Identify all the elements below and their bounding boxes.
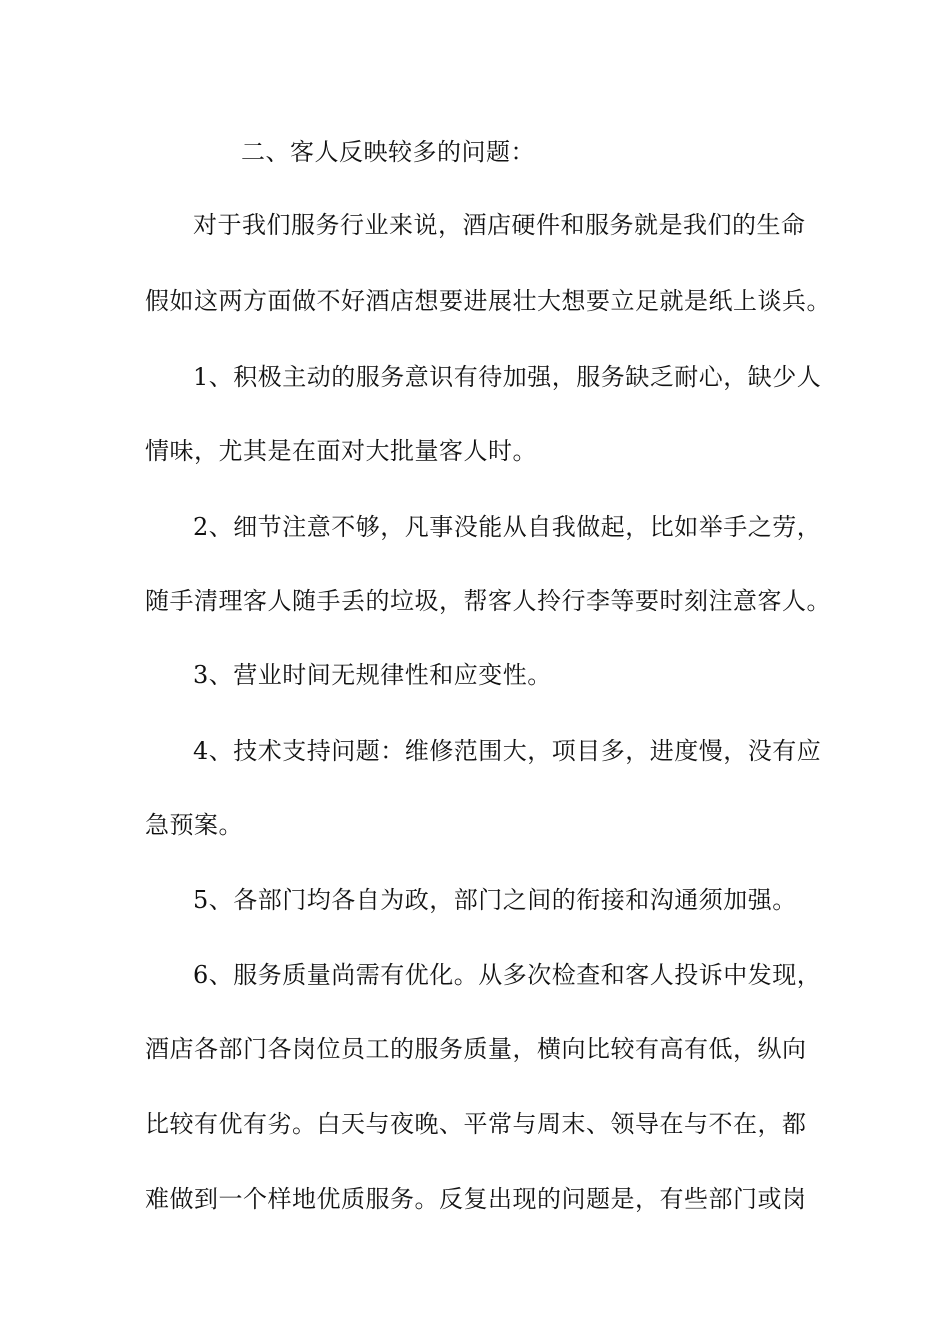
section-heading: 二、客人反映较多的问题： xyxy=(241,138,535,166)
paragraph-line: 随手清理客人随手丢的垃圾，帮客人拎行李等要时刻注意客人。 xyxy=(145,587,831,615)
paragraph-line: 对于我们服务行业来说，酒店硬件和服务就是我们的生命 xyxy=(193,211,806,239)
paragraph-line: 急预案。 xyxy=(145,811,243,839)
paragraph-line: 情味，尤其是在面对大批量客人时。 xyxy=(145,437,537,465)
paragraph-line: 1、积极主动的服务意识有待加强，服务缺乏耐心，缺少人 xyxy=(193,363,822,391)
paragraph-line: 4、技术支持问题：维修范围大，项目多，进度慢，没有应 xyxy=(193,737,822,765)
paragraph-line: 3、营业时间无规律性和应变性。 xyxy=(193,661,552,689)
paragraph-line: 比较有优有劣。白天与夜晚、平常与周末、领导在与不在，都 xyxy=(145,1110,807,1138)
paragraph-line: 5、各部门均各自为政，部门之间的衔接和沟通须加强。 xyxy=(193,886,797,914)
paragraph-line: 酒店各部门各岗位员工的服务质量，横向比较有高有低，纵向 xyxy=(145,1035,807,1063)
paragraph-line: 2、细节注意不够，凡事没能从自我做起，比如举手之劳， xyxy=(193,513,822,541)
paragraph-line: 6、服务质量尚需有优化。从多次检查和客人投诉中发现， xyxy=(193,961,822,989)
paragraph-line: 难做到一个样地优质服务。反复出现的问题是，有些部门或岗 xyxy=(145,1185,807,1213)
paragraph-line: 假如这两方面做不好酒店想要进展壮大想要立足就是纸上谈兵。 xyxy=(145,287,831,315)
